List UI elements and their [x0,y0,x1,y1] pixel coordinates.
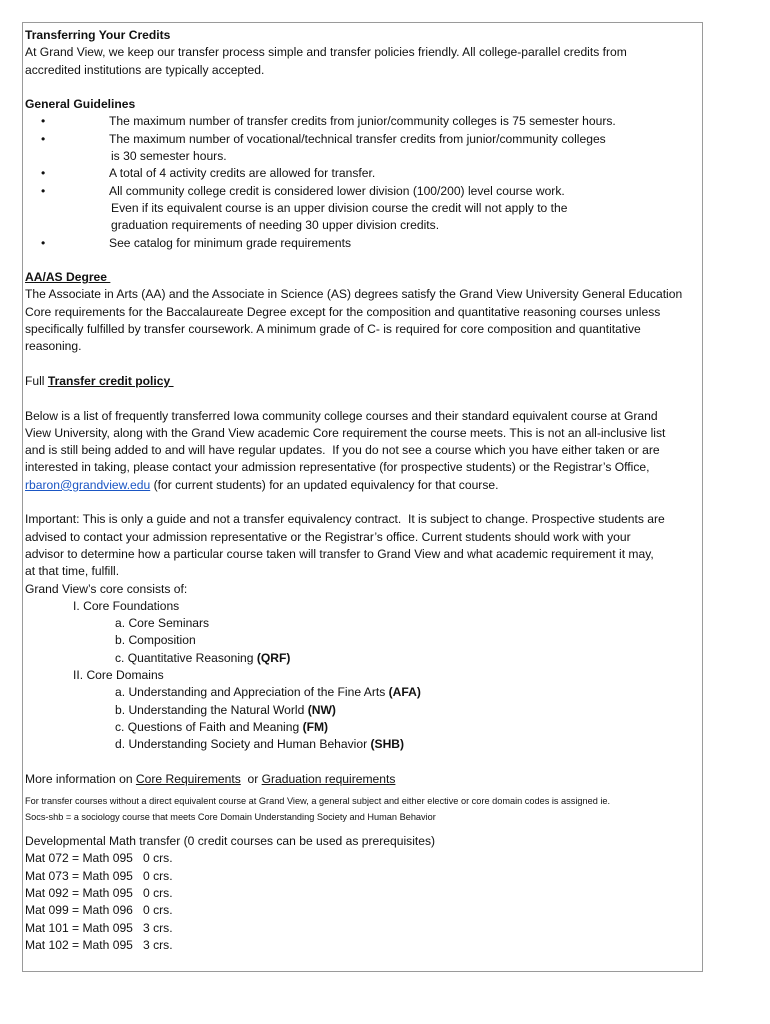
core-item: a. Core Seminars [115,616,210,631]
aaas-line: reasoning. [25,339,82,354]
document-content [25,27,705,954]
registrar-email-link[interactable]: rbaron@grandview.edu [25,477,151,492]
guideline-item: • A total of 4 activity credits are allowed for transfer. [25,165,705,182]
footnote [25,794,705,825]
core-intro: Grand View’s core consists of: [25,581,188,596]
guideline-continuation: graduation requirements of needing 30 upper division credits. [111,218,440,233]
dev-math-row: Mat 102 = Math 095 3 crs. [25,937,173,952]
guideline-continuation: is 30 semester hours. [111,149,227,164]
list-intro-email-line: rbaron@grandview.edu (for current students) for an updated equivalency for that course. [25,477,499,492]
graduation-requirements-link[interactable]: Graduation requirements [261,771,396,786]
important-line: Important: This is only a guide and not a transfer equivalency contract. It is subject to change. Prospective students are [25,512,665,527]
transfer-heading: Transferring Your Credits [25,28,171,42]
dev-math-row: Mat 092 = Math 095 0 crs. [25,885,173,900]
transfer-policy-line: Full Transfer credit policy [25,373,174,388]
core-requirements-link[interactable]: Core Requirements [135,771,241,786]
bullet-marker: • [41,235,46,250]
bullet-marker: • [41,166,46,181]
transfer-intro-line: accredited institutions are typically accepted. [25,62,265,77]
more-info-line: More information on Core Requirements or Graduation requirements [25,771,396,786]
core-item: b. Understanding the Natural World (NW) [115,702,336,717]
footnote-line: Socs-shb = a sociology course that meets Core Domain Understanding Society and Human Behavior [25,811,436,822]
guidelines-heading: General Guidelines [25,97,136,112]
bullet-marker: • [41,183,46,198]
guideline-continuation: Even if its equivalent course is an upper division course the credit will not apply to the [111,200,568,215]
guidelines-list [25,113,705,251]
aaas-heading: AA/AS Degree [25,270,111,285]
dev-math-row: Mat 099 = Math 096 0 crs. [25,903,173,918]
core-item: b. Composition [115,633,196,648]
core-item: d. Understanding Society and Human Behavior (SHB) [115,737,405,752]
core-foundations-label: I. Core Foundations [73,598,180,613]
transfer-intro-line: At Grand View, we keep our transfer process simple and transfer policies friendly. All college-parallel credits from [25,45,627,60]
aaas-line: The Associate in Arts (AA) and the Associate in Science (AS) degrees satisfy the Grand View University General Education [25,287,683,302]
aaas-line: Core requirements for the Baccalaureate Degree except for the composition and quantitative reasoning courses unless [25,304,661,319]
guideline-item: • See catalog for minimum grade requirements [25,235,705,252]
list-intro-line: Below is a list of frequently transferred Iowa community college courses and their standard equivalent course at Grand [25,408,658,423]
core-item: c. Quantitative Reasoning (QRF) [115,650,291,665]
list-intro-line: View University, along with the Grand View academic Core requirement the course meets. This is not an all-inclusive list [25,425,666,440]
list-intro-line: interested in taking, please contact your admission representative (for prospective students) or the Registrar’s Office, [25,460,650,475]
list-intro-line: and is still being added to and will have regular updates. If you do not see a course which you have either taken or are [25,443,660,458]
bullet-marker: • [41,131,46,146]
important-line: at that time, fulfill. [25,564,120,579]
dev-math-row: Mat 101 = Math 095 3 crs. [25,920,173,935]
core-item: a. Understanding and Appreciation of the Fine Arts (AFA) [115,685,421,700]
core-item: c. Questions of Faith and Meaning (FM) [115,719,329,734]
aaas-line: specifically fulfilled by transfer coursework. A minimum grade of C- is required for core composition and quantitative [25,322,641,337]
dev-math-row: Mat 072 = Math 095 0 crs. [25,851,173,866]
guideline-item: • The maximum number of transfer credits from junior/community colleges is 75 semester hours. [25,113,705,130]
transfer-policy-link[interactable]: Transfer credit policy [47,373,174,388]
important-line: advisor to determine how a particular course taken will transfer to Grand View and what academic requirement it may, [25,546,654,561]
guideline-item: • All community college credit is considered lower division (100/200) level course work. [25,183,705,200]
footnote-line: For transfer courses without a direct equivalent course at Grand View, a general subject and either elective or core domain codes is assigned ie. [25,796,611,807]
guideline-item: • The maximum number of vocational/technical transfer credits from junior/community colleges [25,131,705,148]
bullet-marker: • [41,114,46,129]
core-domains-label: II. Core Domains [73,667,164,682]
dev-math-row: Mat 073 = Math 095 0 crs. [25,868,173,883]
important-line: advised to contact your admission representative or the Registrar’s office. Current students should work with your [25,529,631,544]
dev-math-heading: Developmental Math transfer (0 credit courses can be used as prerequisites) [25,834,436,849]
